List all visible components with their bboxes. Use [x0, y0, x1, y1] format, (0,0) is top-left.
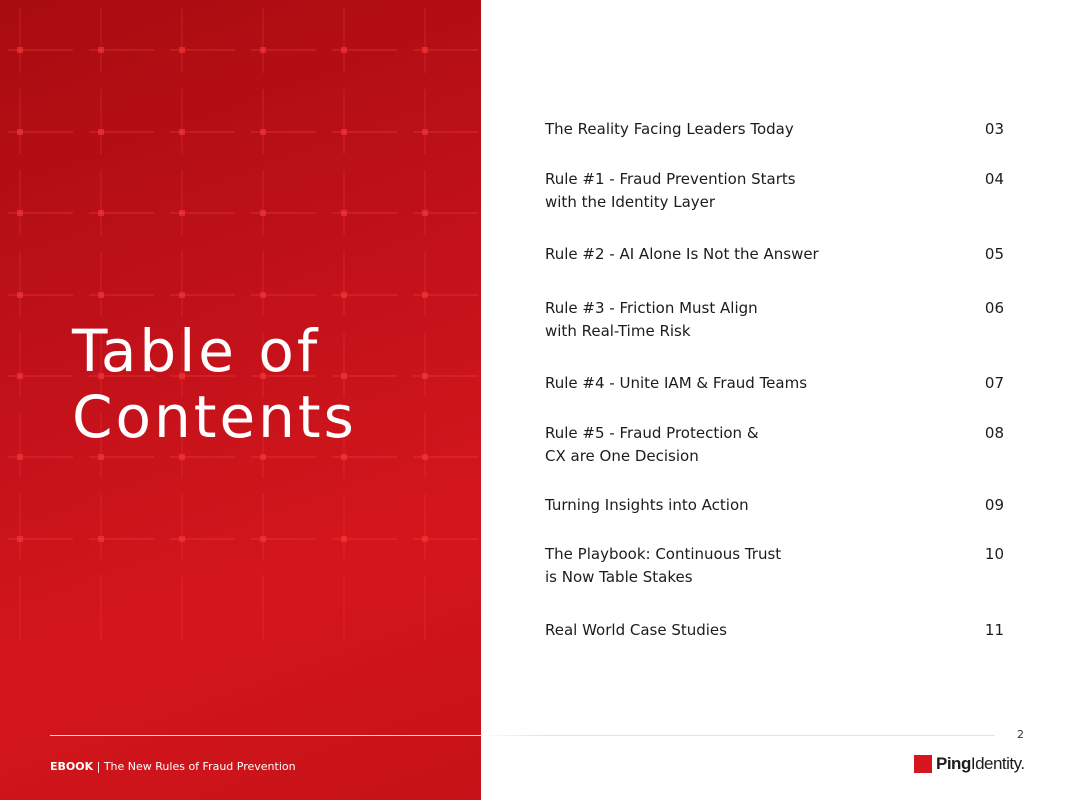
toc-item-label-line: The Playbook: Continuous Trust: [545, 545, 782, 563]
toc-item-page: 04: [984, 170, 1004, 188]
toc-item-label: [545, 619, 945, 642]
page-title: [72, 318, 357, 450]
toc-item-label: [545, 494, 945, 517]
toc-item-label-line: Rule #3 - Friction Must Align: [545, 299, 758, 317]
toc-item-page: 07: [984, 374, 1004, 392]
toc-item-label-line: The Reality Facing Leaders Today: [545, 120, 794, 138]
toc-item-label-line: Rule #2 - AI Alone Is Not the Answer: [545, 245, 819, 263]
toc-item-label-line: with Real-Time Risk: [545, 322, 691, 340]
red-cover-panel: [0, 0, 481, 800]
toc-item[interactable]: [545, 168, 1004, 214]
toc-item[interactable]: [545, 494, 1004, 517]
toc-item[interactable]: [545, 243, 1004, 266]
toc-item[interactable]: [545, 118, 1004, 141]
toc-item-label-line: Turning Insights into Action: [545, 496, 749, 514]
page-title-line-2: Contents: [72, 383, 357, 451]
toc-item-page: 05: [984, 245, 1004, 263]
toc-item-label: [545, 243, 945, 266]
ping-identity-logo: [914, 754, 1025, 774]
toc-item-label: [545, 543, 945, 589]
toc-item-page: 11: [984, 621, 1004, 639]
toc-item-label-line: with the Identity Layer: [545, 193, 716, 211]
toc-item-label: [545, 297, 945, 343]
toc-item-page: 08: [984, 424, 1004, 442]
toc-item-label-line: Rule #4 - Unite IAM & Fraud Teams: [545, 374, 808, 392]
toc-item[interactable]: [545, 543, 1004, 589]
toc-item-page: 06: [984, 299, 1004, 317]
logo-identity-text: Identity.: [970, 754, 1025, 773]
page-number: 2: [1017, 728, 1024, 741]
toc-item-label-line: Rule #5 - Fraud Protection &: [545, 424, 759, 442]
toc-item-page: 09: [984, 496, 1004, 514]
toc-item-label-line: Real World Case Studies: [545, 621, 727, 639]
toc-item-label: [545, 118, 945, 141]
toc-item-label: [545, 168, 945, 214]
footer-doc-title: The New Rules of Fraud Prevention: [103, 760, 296, 773]
toc-item-label: [545, 372, 945, 395]
footer-separator: |: [93, 760, 104, 773]
toc-item[interactable]: [545, 619, 1004, 642]
logo-ping-text: Ping: [936, 754, 971, 773]
toc-item[interactable]: [545, 297, 1004, 343]
page-title-line-1: Table of: [72, 317, 321, 385]
footer-ebook-label: EBOOK: [50, 760, 94, 773]
logo-square-icon: [914, 755, 932, 773]
toc-item[interactable]: [545, 422, 1004, 468]
toc-item[interactable]: [545, 372, 1004, 395]
footer-document-label: [50, 760, 296, 773]
toc-item-page: 03: [984, 120, 1004, 138]
toc-item-label-line: CX are One Decision: [545, 447, 699, 465]
toc-item-label: [545, 422, 945, 468]
footer-divider: [50, 735, 995, 736]
toc-item-label-line: Rule #1 - Fraud Prevention Starts: [545, 170, 796, 188]
toc-item-label-line: is Now Table Stakes: [545, 568, 693, 586]
toc-item-page: 10: [984, 545, 1004, 563]
